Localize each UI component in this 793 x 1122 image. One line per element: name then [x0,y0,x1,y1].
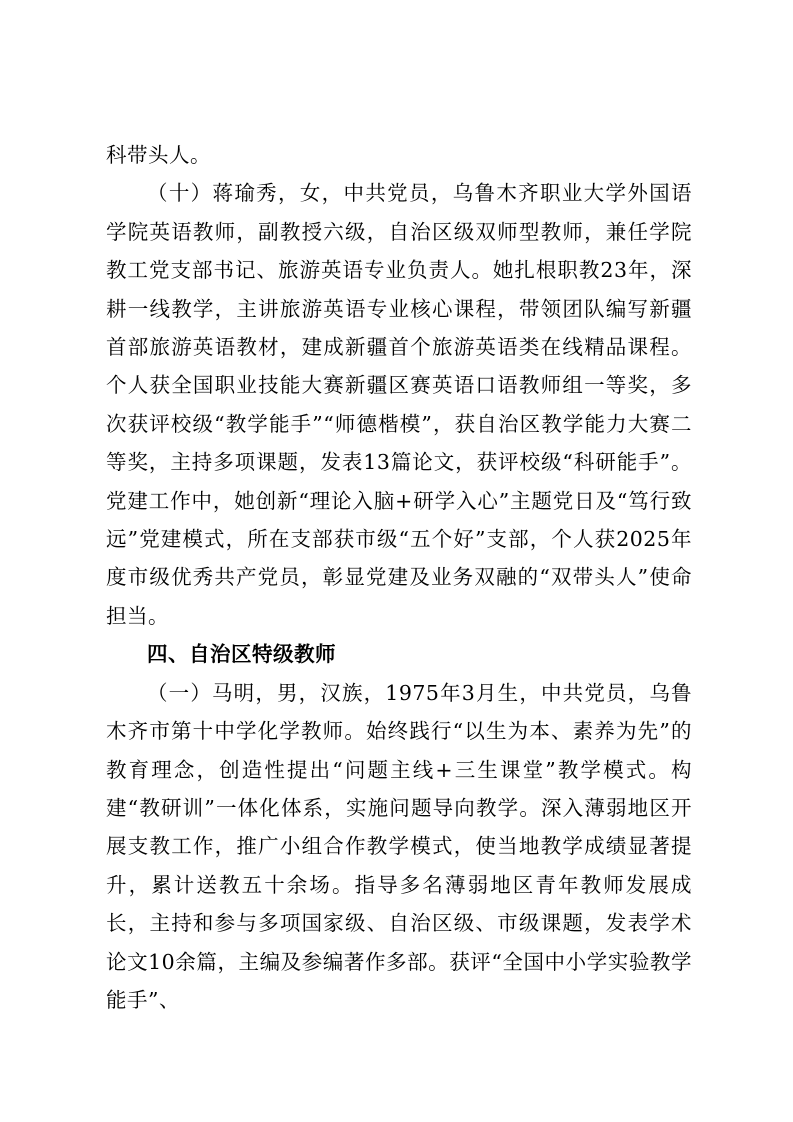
paragraph-item-one: （一）马明，男，汉族，1975年3月生，中共党员，乌鲁木齐市第十中学化学教师。始终践行“以生为本、素养为先”的教育理念，创造性提出“问题主线+三生课堂”教学模式。构建“教研训”一体化体系，实施问题导向教学。深入薄弱地区开展支教工作，推广小组合作教学模式，使当地教学成绩显著提升，累计送教五十余场。指导多名薄弱地区青年教师发展成长，主持和参与多项国家级、自治区级、市级课题，发表学术论文10余篇，主编及参编著作多部。获评“全国中小学实验教学能手”、 [106,680,692,1012]
document-page [106,136,692,1019]
paragraph-continuation: 科带头人。 [106,143,211,167]
section-heading-four: 四、自治区特级教师 [147,642,336,667]
paragraph-item-ten: （十）蒋瑜秀，女，中共党员，乌鲁木齐职业大学外国语学院英语教师，副教授六级，自治区级双师型教师，兼任学院教工党支部书记、旅游英语专业负责人。她扎根职教23年，深耕一线教学，主讲旅游英语专业核心课程，带领团队编写新疆首部旅游英语教材，建成新疆首个旅游英语类在线精品课程。个人获全国职业技能大赛新疆区赛英语口语教师组一等奖，多次获评校级“教学能手”“师德楷模”，获自治区教学能力大赛二等奖，主持多项课题，发表13篇论文，获评校级“科研能手”。党建工作中，她创新“理论入脑+研学入心”主题党日及“笃行致远”党建模式，所在支部获市级“五个好”支部，个人获2025年度市级优秀共产党员，彰显党建及业务双融的“双带头人”使命担当。 [106,181,692,628]
